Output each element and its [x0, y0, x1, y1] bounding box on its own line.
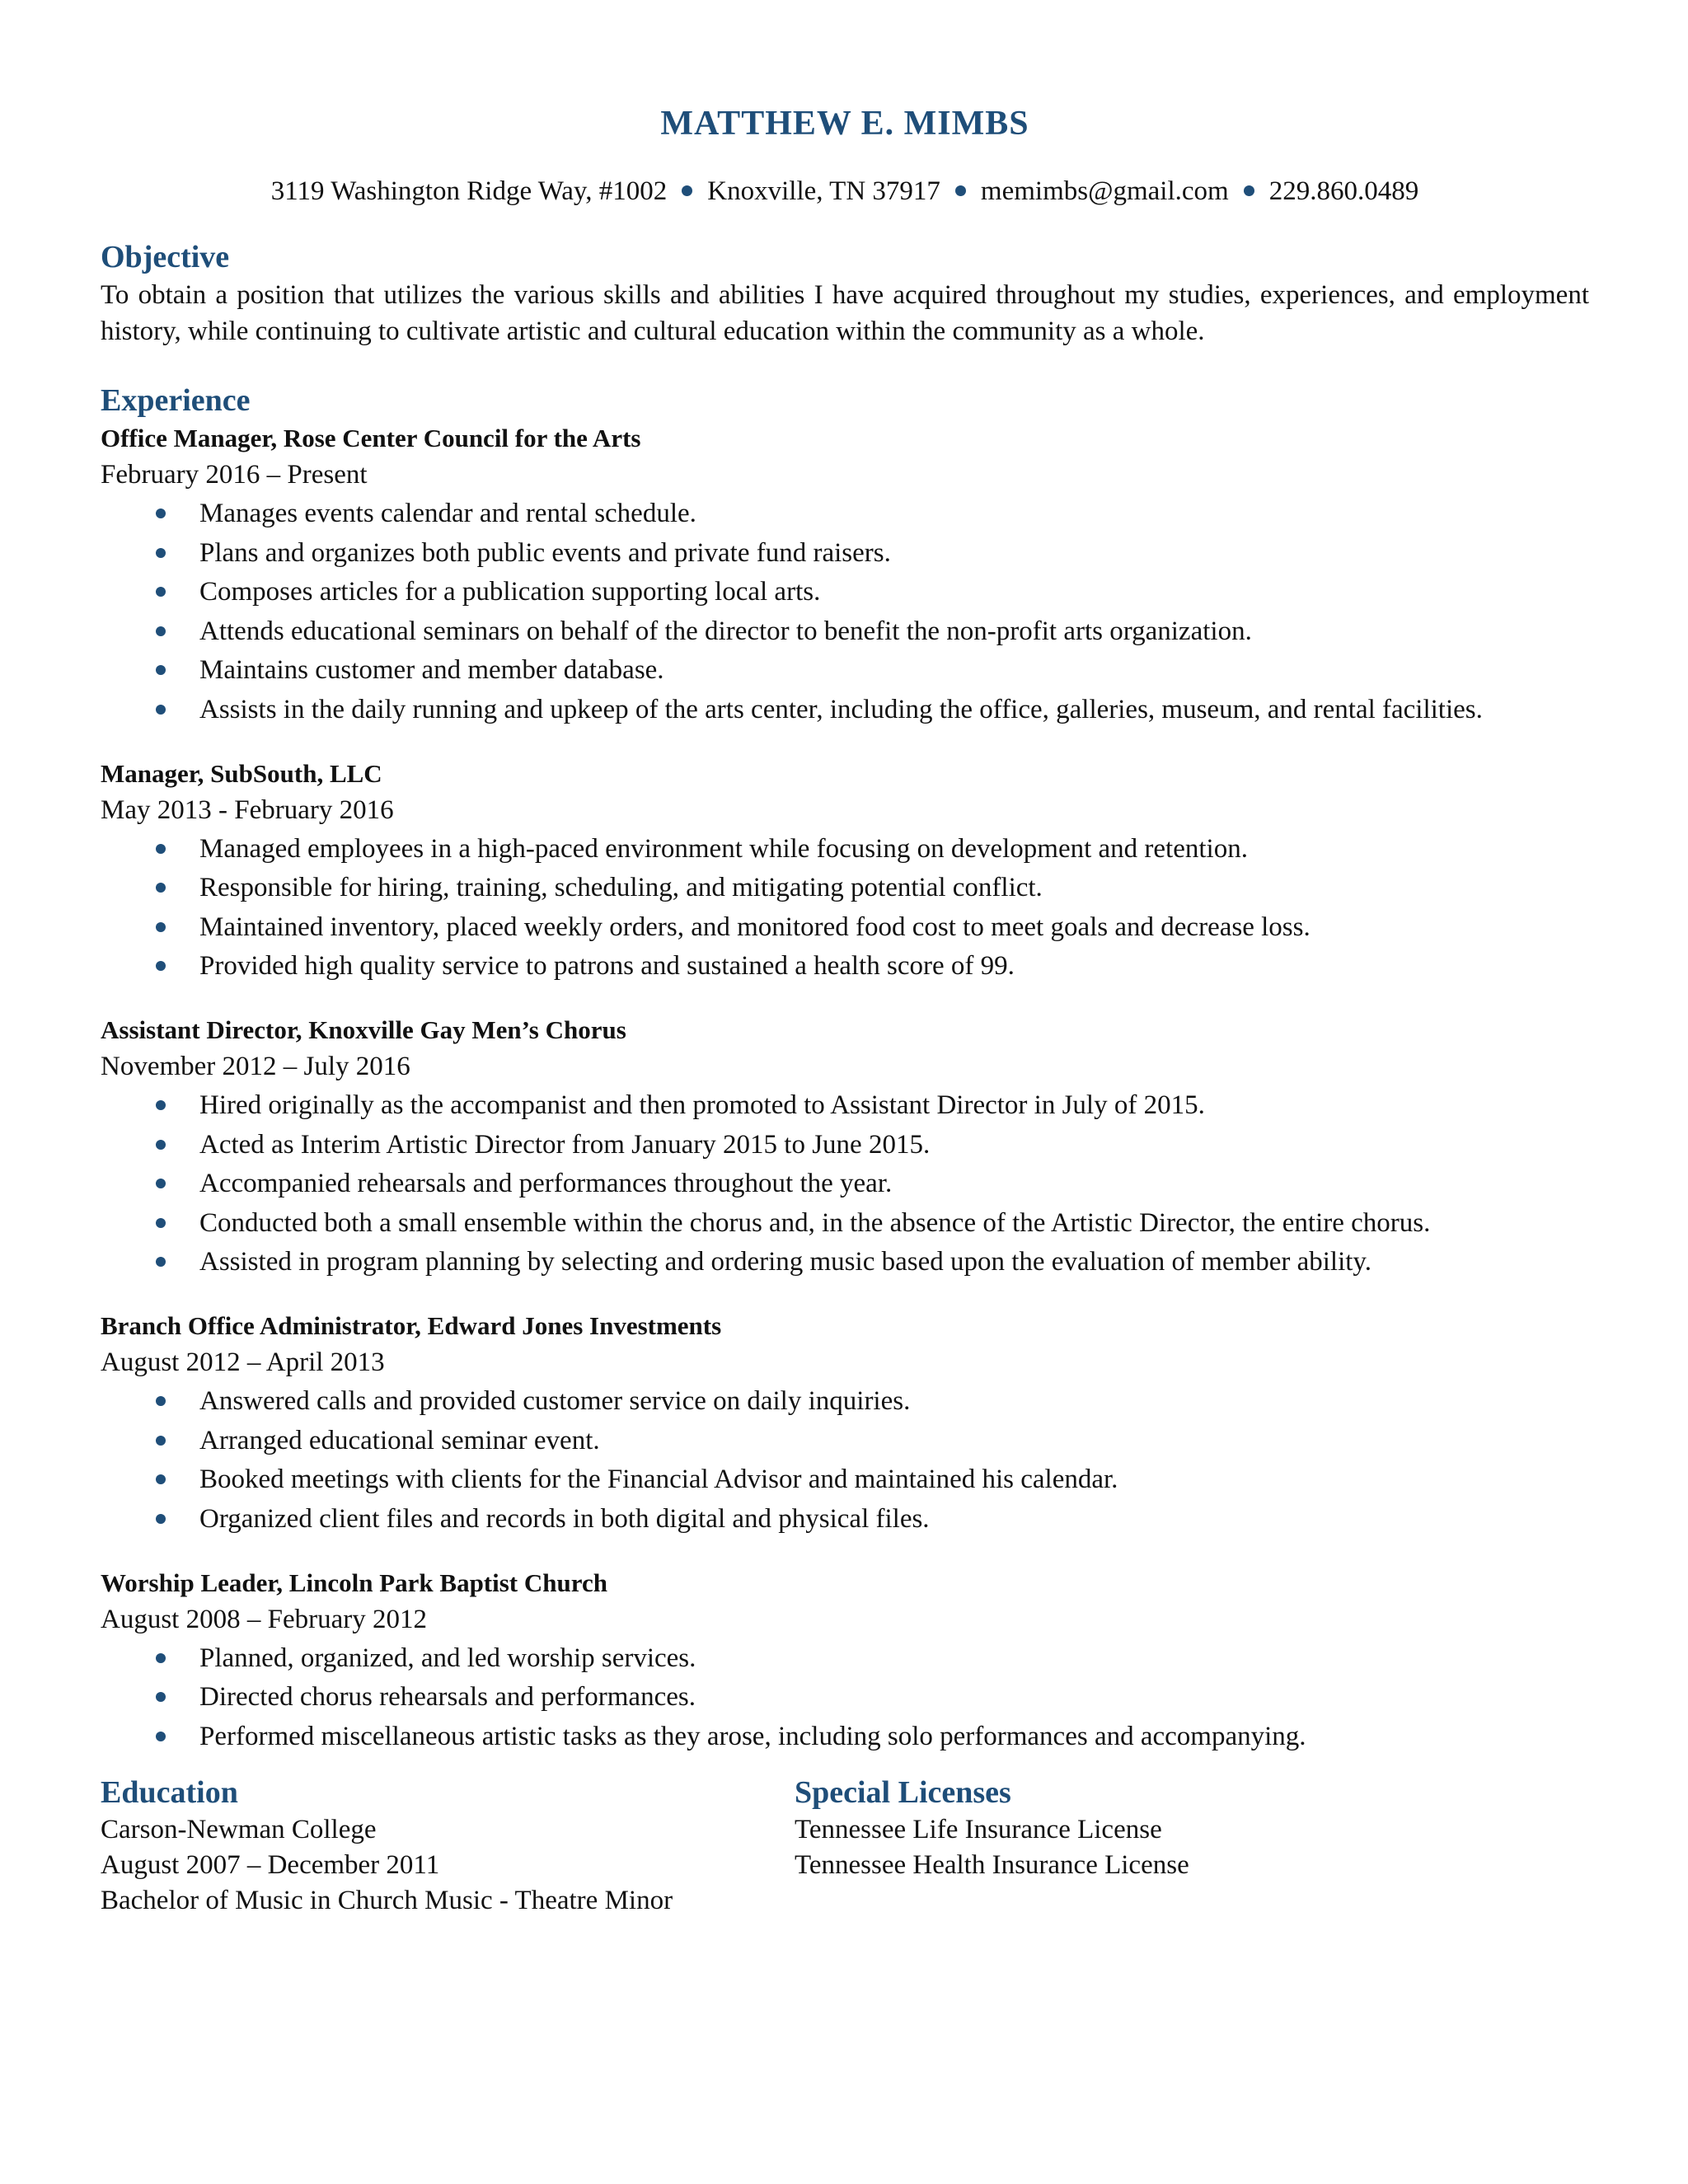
- job-bullet: [101, 1127, 1589, 1163]
- job-bullet: [101, 691, 1589, 728]
- bullet-dot-icon: [156, 1514, 166, 1524]
- job-title: Manager, SubSouth, LLC: [101, 758, 382, 788]
- job-bullet: [101, 535, 1589, 571]
- job-title: Assistant Director, Knoxville Gay Men’s Chorus: [101, 1015, 626, 1044]
- job-bullet-text: Responsible for hiring, training, scheduling, and mitigating potential conflict.: [199, 873, 1043, 902]
- job-bullet: [101, 1165, 1589, 1202]
- licenses-section: [795, 1773, 1589, 1919]
- bullet-separator-icon: [955, 185, 966, 196]
- contact-email[interactable]: memimbs@gmail.com: [980, 176, 1229, 206]
- job-dates: November 2012 – July 2016: [101, 1052, 410, 1081]
- candidate-name: MATTHEW E. MIMBS: [660, 105, 1029, 143]
- license-item: Tennessee Life Insurance License: [795, 1814, 1162, 1844]
- bullet-dot-icon: [156, 1653, 166, 1663]
- job-dates: August 2012 – April 2013: [101, 1347, 385, 1377]
- bullet-dot-icon: [156, 1218, 166, 1228]
- job-bullet-text: Arranged educational seminar event.: [199, 1425, 600, 1455]
- bullet-dot-icon: [156, 1100, 166, 1110]
- bullet-dot-icon: [156, 705, 166, 715]
- job-bullet: [101, 1501, 1589, 1537]
- license-item: Tennessee Health Insurance License: [795, 1849, 1189, 1880]
- job-bullet-text: Answered calls and provided customer service on daily inquiries.: [199, 1386, 911, 1416]
- bullet-dot-icon: [156, 548, 166, 558]
- bullet-dot-icon: [156, 1257, 166, 1267]
- job-bullet-text: Plans and organizes both public events and private fund raisers.: [199, 537, 891, 568]
- job-entry: [101, 420, 1589, 728]
- experience-heading: Experience: [101, 383, 251, 418]
- bullet-dot-icon: [156, 1692, 166, 1702]
- job-bullet-list: [101, 1640, 1589, 1755]
- job-dates: February 2016 – Present: [101, 460, 368, 490]
- job-bullet: [101, 831, 1589, 867]
- bullet-separator-icon: [682, 185, 692, 196]
- job-bullet-text: Managed employees in a high-paced environment while focusing on development and retention.: [199, 833, 1248, 864]
- job-bullet-text: Organized client files and records in both digital and physical files.: [199, 1503, 930, 1534]
- job-entry: [101, 1565, 1589, 1755]
- job-bullet-text: Manages events calendar and rental schedule.: [199, 499, 696, 528]
- bullet-dot-icon: [156, 1140, 166, 1150]
- job-dates: August 2008 – February 2012: [101, 1604, 427, 1634]
- bullet-dot-icon: [156, 1474, 166, 1484]
- job-bullet-list: [101, 1383, 1589, 1537]
- experience-section: [101, 381, 1589, 1755]
- job-bullet: [101, 1640, 1589, 1676]
- bottom-columns: [101, 1773, 1589, 1919]
- education-heading: Education: [101, 1774, 238, 1810]
- education-section: [101, 1773, 795, 1919]
- job-bullet: [101, 1383, 1589, 1419]
- job-bullet-text: Maintained inventory, placed weekly orders, and monitored food cost to meet goals and decrease loss.: [199, 912, 1311, 942]
- job-bullet-text: Booked meetings with clients for the Financial Advisor and maintained his calendar.: [199, 1465, 1118, 1494]
- job-bullet: [101, 948, 1589, 984]
- contact-phone: 229.860.0489: [1268, 176, 1419, 206]
- education-school: Carson-Newman College: [101, 1814, 377, 1844]
- job-bullet: [101, 1087, 1589, 1123]
- bullet-dot-icon: [156, 1436, 166, 1446]
- contact-city: Knoxville, TN 37917: [707, 176, 940, 206]
- job-title: Worship Leader, Lincoln Park Baptist Church: [101, 1568, 607, 1597]
- job-list: [101, 420, 1589, 1755]
- job-bullet-text: Composes articles for a publication supporting local arts.: [199, 577, 821, 607]
- job-bullet: [101, 1718, 1589, 1755]
- job-bullet-text: Performed miscellaneous artistic tasks as they arose, including solo performances and accompanying.: [199, 1721, 1306, 1751]
- job-bullet-text: Maintains customer and member database.: [199, 655, 664, 685]
- job-bullet-text: Acted as Interim Artistic Director from January 2015 to June 2015.: [199, 1129, 931, 1160]
- bullet-dot-icon: [156, 1179, 166, 1188]
- bullet-dot-icon: [156, 961, 166, 971]
- bullet-dot-icon: [156, 626, 166, 636]
- job-entry: [101, 1308, 1589, 1537]
- job-bullet: [101, 1205, 1589, 1241]
- bullet-dot-icon: [156, 587, 166, 597]
- job-bullet-text: Provided high quality service to patrons and sustained a health score of 99.: [199, 951, 1015, 981]
- job-bullet-text: Directed chorus rehearsals and performances.: [199, 1682, 696, 1712]
- job-bullet: [101, 1244, 1589, 1280]
- job-bullet-text: Conducted both a small ensemble within the chorus and, in the absence of the Artistic Director, the entire chorus.: [199, 1207, 1431, 1238]
- job-bullet-list: [101, 495, 1589, 728]
- objective-section: [101, 237, 1589, 349]
- job-bullet-text: Hired originally as the accompanist and then promoted to Assistant Director in July of 2015.: [199, 1090, 1205, 1120]
- job-entry: [101, 1012, 1589, 1280]
- bullet-dot-icon: [156, 844, 166, 854]
- job-bullet-list: [101, 831, 1589, 985]
- job-title: Office Manager, Rose Center Council for the Arts: [101, 424, 641, 452]
- job-bullet: [101, 869, 1589, 906]
- job-bullet: [101, 613, 1589, 649]
- objective-heading: Objective: [101, 240, 230, 274]
- education-degree: Bachelor of Music in Church Music - Theatre Minor: [101, 1885, 673, 1915]
- job-bullet: [101, 909, 1589, 945]
- job-bullet: [101, 1422, 1589, 1459]
- contact-address: 3119 Washington Ridge Way, #1002: [270, 176, 668, 206]
- bullet-dot-icon: [156, 1732, 166, 1741]
- job-bullet-text: Assists in the daily running and upkeep of the arts center, including the office, galleries, museum, and rental facilities.: [199, 694, 1483, 724]
- bullet-separator-icon: [1244, 185, 1254, 196]
- job-bullet: [101, 652, 1589, 688]
- job-dates: May 2013 - February 2016: [101, 794, 394, 825]
- objective-text: To obtain a position that utilizes the various skills and abilities I have acquired throughout my studies, experiences, and employment history, while continuing to cultivate artistic and cultural education within the community as a whole.: [101, 280, 1589, 346]
- job-bullet: [101, 495, 1589, 532]
- job-bullet-text: Planned, organized, and led worship services.: [199, 1643, 696, 1673]
- bullet-dot-icon: [156, 922, 166, 932]
- job-bullet-text: Attends educational seminars on behalf of the director to benefit the non-profit arts organization.: [199, 616, 1252, 646]
- job-bullet: [101, 1461, 1589, 1497]
- job-bullet: [101, 574, 1589, 610]
- bullet-dot-icon: [156, 883, 166, 893]
- contact-line: [101, 173, 1589, 209]
- job-bullet-text: Accompanied rehearsals and performances throughout the year.: [199, 1169, 893, 1198]
- job-bullet: [101, 1679, 1589, 1715]
- job-title: Branch Office Administrator, Edward Jones Investments: [101, 1311, 722, 1340]
- job-bullet-list: [101, 1087, 1589, 1280]
- job-bullet-text: Assisted in program planning by selecting and ordering music based upon the evaluation of member ability.: [199, 1247, 1372, 1277]
- licenses-heading: Special Licenses: [795, 1774, 1011, 1810]
- bullet-dot-icon: [156, 665, 166, 675]
- education-dates: August 2007 – December 2011: [101, 1849, 440, 1880]
- bullet-dot-icon: [156, 1396, 166, 1406]
- job-entry: [101, 756, 1589, 985]
- bullet-dot-icon: [156, 509, 166, 518]
